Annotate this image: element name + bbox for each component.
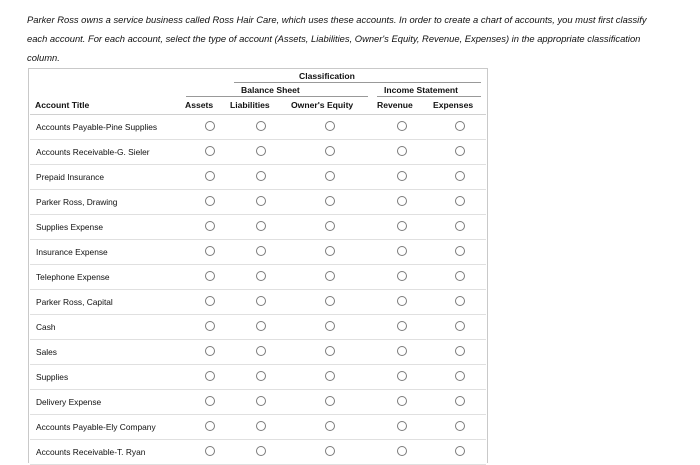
table-row: [30, 290, 486, 315]
assets-radio[interactable]: [205, 421, 215, 431]
owners-equity-cell: [290, 165, 370, 190]
account-title: Accounts Payable-Pine Supplies: [30, 115, 188, 140]
owners-equity-radio[interactable]: [325, 296, 335, 306]
assets-cell: [188, 240, 231, 265]
owners-equity-radio[interactable]: [325, 171, 335, 181]
assets-radio[interactable]: [205, 396, 215, 406]
owners-equity-cell: [290, 315, 370, 340]
revenue-radio[interactable]: [397, 371, 407, 381]
assets-radio[interactable]: [205, 171, 215, 181]
liabilities-cell: [231, 415, 290, 440]
classification-table: [28, 68, 488, 463]
revenue-cell: [370, 265, 433, 290]
owners-equity-radio[interactable]: [325, 321, 335, 331]
instructions-text: [27, 10, 677, 67]
revenue-radio[interactable]: [397, 246, 407, 256]
owners-equity-cell: [290, 215, 370, 240]
liabilities-cell: [231, 390, 290, 415]
revenue-cell: [370, 340, 433, 365]
revenue-radio[interactable]: [397, 446, 407, 456]
expenses-radio[interactable]: [455, 421, 465, 431]
revenue-radio[interactable]: [397, 271, 407, 281]
account-title: Parker Ross, Drawing: [30, 190, 188, 215]
liabilities-cell: [231, 315, 290, 340]
owners-equity-radio[interactable]: [325, 196, 335, 206]
liabilities-radio[interactable]: [256, 371, 266, 381]
liabilities-cell: [231, 140, 290, 165]
revenue-cell: [370, 365, 433, 390]
owners-equity-radio[interactable]: [325, 421, 335, 431]
liabilities-cell: [231, 340, 290, 365]
revenue-cell: [370, 165, 433, 190]
assets-radio[interactable]: [205, 221, 215, 231]
instructions-line-2: each account. For each account, select the type of account (Assets, Liabilities, Owner's Equity, Revenue, Expenses) in the appropriate classification: [27, 33, 641, 44]
account-title: Accounts Receivable-T. Ryan: [30, 440, 188, 465]
assets-cell: [188, 290, 231, 315]
expenses-cell: [433, 390, 486, 415]
assets-radio[interactable]: [205, 321, 215, 331]
liabilities-radio[interactable]: [256, 396, 266, 406]
expenses-radio[interactable]: [455, 321, 465, 331]
table-row: [30, 315, 486, 340]
liabilities-cell: [231, 365, 290, 390]
owners-equity-cell: [290, 115, 370, 140]
instructions-line-3: column.: [27, 52, 60, 63]
liabilities-radio[interactable]: [256, 446, 266, 456]
expenses-radio[interactable]: [455, 296, 465, 306]
account-title: Parker Ross, Capital: [30, 290, 188, 315]
liabilities-radio[interactable]: [256, 171, 266, 181]
table-row: [30, 365, 486, 390]
expenses-radio[interactable]: [455, 246, 465, 256]
owners-equity-radio[interactable]: [325, 396, 335, 406]
balance-sheet-rule: [186, 96, 368, 97]
expenses-cell: [433, 315, 486, 340]
expenses-cell: [433, 340, 486, 365]
owners-equity-cell: [290, 390, 370, 415]
assets-cell: [188, 140, 231, 165]
expenses-cell: [433, 365, 486, 390]
table-row: [30, 440, 486, 465]
assets-radio[interactable]: [205, 196, 215, 206]
revenue-header: Revenue: [377, 100, 413, 110]
owners-equity-cell: [290, 440, 370, 465]
account-title: Supplies: [30, 365, 188, 390]
revenue-radio[interactable]: [397, 346, 407, 356]
expenses-radio[interactable]: [455, 371, 465, 381]
owners-equity-radio[interactable]: [325, 371, 335, 381]
income-statement-header: Income Statement: [384, 85, 459, 95]
revenue-cell: [370, 390, 433, 415]
table-row: [30, 165, 486, 190]
balance-sheet-header: Balance Sheet: [241, 85, 300, 95]
assets-radio[interactable]: [205, 146, 215, 156]
table-row: [30, 340, 486, 365]
assets-cell: [188, 215, 231, 240]
expenses-header: Expenses: [433, 100, 474, 110]
assets-radio[interactable]: [205, 271, 215, 281]
table-row: [30, 390, 486, 415]
account-title: Accounts Receivable-G. Sieler: [30, 140, 188, 165]
revenue-radio[interactable]: [397, 121, 407, 131]
revenue-cell: [370, 115, 433, 140]
owners-equity-radio[interactable]: [325, 271, 335, 281]
revenue-cell: [370, 290, 433, 315]
owners-equity-cell: [290, 340, 370, 365]
liabilities-radio[interactable]: [256, 246, 266, 256]
account-title: Supplies Expense: [30, 215, 188, 240]
revenue-cell: [370, 440, 433, 465]
owners-equity-radio[interactable]: [325, 446, 335, 456]
account-title: Delivery Expense: [30, 390, 188, 415]
classification-rule: [234, 82, 481, 83]
liabilities-cell: [231, 115, 290, 140]
account-title: Cash: [30, 315, 188, 340]
owners-equity-header: Owner's Equity: [291, 100, 354, 110]
assets-header: Assets: [185, 100, 214, 110]
assets-cell: [188, 340, 231, 365]
revenue-cell: [370, 190, 433, 215]
expenses-radio[interactable]: [455, 196, 465, 206]
assets-cell: [188, 265, 231, 290]
revenue-radio[interactable]: [397, 296, 407, 306]
table-row: [30, 415, 486, 440]
liabilities-cell: [231, 265, 290, 290]
assets-radio[interactable]: [205, 296, 215, 306]
owners-equity-cell: [290, 290, 370, 315]
liabilities-radio[interactable]: [256, 196, 266, 206]
owners-equity-cell: [290, 140, 370, 165]
expenses-radio[interactable]: [455, 346, 465, 356]
assets-radio[interactable]: [205, 346, 215, 356]
revenue-radio[interactable]: [397, 146, 407, 156]
liabilities-radio[interactable]: [256, 296, 266, 306]
liabilities-header: Liabilities: [230, 100, 270, 110]
table-row: [30, 115, 486, 140]
assets-radio[interactable]: [205, 371, 215, 381]
expenses-radio[interactable]: [455, 446, 465, 456]
expenses-cell: [433, 215, 486, 240]
expenses-radio[interactable]: [455, 146, 465, 156]
expenses-radio[interactable]: [455, 396, 465, 406]
table-row: [30, 190, 486, 215]
account-title: Accounts Payable-Ely Company: [30, 415, 188, 440]
liabilities-cell: [231, 240, 290, 265]
assets-cell: [188, 440, 231, 465]
liabilities-radio[interactable]: [256, 421, 266, 431]
revenue-cell: [370, 315, 433, 340]
assets-cell: [188, 390, 231, 415]
revenue-cell: [370, 240, 433, 265]
account-title: Sales: [30, 340, 188, 365]
revenue-radio[interactable]: [397, 221, 407, 231]
expenses-cell: [433, 115, 486, 140]
expenses-cell: [433, 440, 486, 465]
account-title: Telephone Expense: [30, 265, 188, 290]
owners-equity-cell: [290, 265, 370, 290]
liabilities-cell: [231, 190, 290, 215]
expenses-cell: [433, 140, 486, 165]
table-row: [30, 215, 486, 240]
liabilities-radio[interactable]: [256, 346, 266, 356]
expenses-cell: [433, 265, 486, 290]
owners-equity-cell: [290, 240, 370, 265]
liabilities-cell: [231, 215, 290, 240]
revenue-cell: [370, 415, 433, 440]
owners-equity-radio[interactable]: [325, 121, 335, 131]
assets-cell: [188, 165, 231, 190]
owners-equity-cell: [290, 190, 370, 215]
expenses-cell: [433, 415, 486, 440]
classification-header: Classification: [299, 71, 355, 81]
expenses-cell: [433, 290, 486, 315]
account-title: Prepaid Insurance: [30, 165, 188, 190]
expenses-radio[interactable]: [455, 171, 465, 181]
expenses-radio[interactable]: [455, 121, 465, 131]
liabilities-radio[interactable]: [256, 221, 266, 231]
assets-radio[interactable]: [205, 121, 215, 131]
revenue-radio[interactable]: [397, 196, 407, 206]
accounts-grid: [30, 114, 486, 465]
revenue-cell: [370, 215, 433, 240]
table-row: [30, 265, 486, 290]
assets-cell: [188, 315, 231, 340]
income-statement-rule: [377, 96, 481, 97]
assets-cell: [188, 190, 231, 215]
liabilities-radio[interactable]: [256, 146, 266, 156]
instructions-line-1: Parker Ross owns a service business called Ross Hair Care, which uses these accounts. In order to create a chart of accounts, you must first classify: [27, 14, 647, 25]
owners-equity-radio[interactable]: [325, 346, 335, 356]
owners-equity-radio[interactable]: [325, 221, 335, 231]
liabilities-radio[interactable]: [256, 121, 266, 131]
expenses-cell: [433, 190, 486, 215]
assets-cell: [188, 415, 231, 440]
expenses-cell: [433, 240, 486, 265]
revenue-radio[interactable]: [397, 396, 407, 406]
expenses-radio[interactable]: [455, 271, 465, 281]
revenue-cell: [370, 140, 433, 165]
revenue-radio[interactable]: [397, 171, 407, 181]
account-title: Insurance Expense: [30, 240, 188, 265]
owners-equity-radio[interactable]: [325, 146, 335, 156]
assets-cell: [188, 115, 231, 140]
owners-equity-cell: [290, 365, 370, 390]
revenue-radio[interactable]: [397, 421, 407, 431]
owners-equity-radio[interactable]: [325, 246, 335, 256]
expenses-cell: [433, 165, 486, 190]
expenses-radio[interactable]: [455, 221, 465, 231]
table-row: [30, 140, 486, 165]
assets-radio[interactable]: [205, 446, 215, 456]
account-title-header: Account Title: [35, 100, 90, 110]
liabilities-radio[interactable]: [256, 271, 266, 281]
owners-equity-cell: [290, 415, 370, 440]
revenue-radio[interactable]: [397, 321, 407, 331]
assets-cell: [188, 365, 231, 390]
liabilities-cell: [231, 165, 290, 190]
liabilities-radio[interactable]: [256, 321, 266, 331]
liabilities-cell: [231, 290, 290, 315]
table-row: [30, 240, 486, 265]
assets-radio[interactable]: [205, 246, 215, 256]
liabilities-cell: [231, 440, 290, 465]
